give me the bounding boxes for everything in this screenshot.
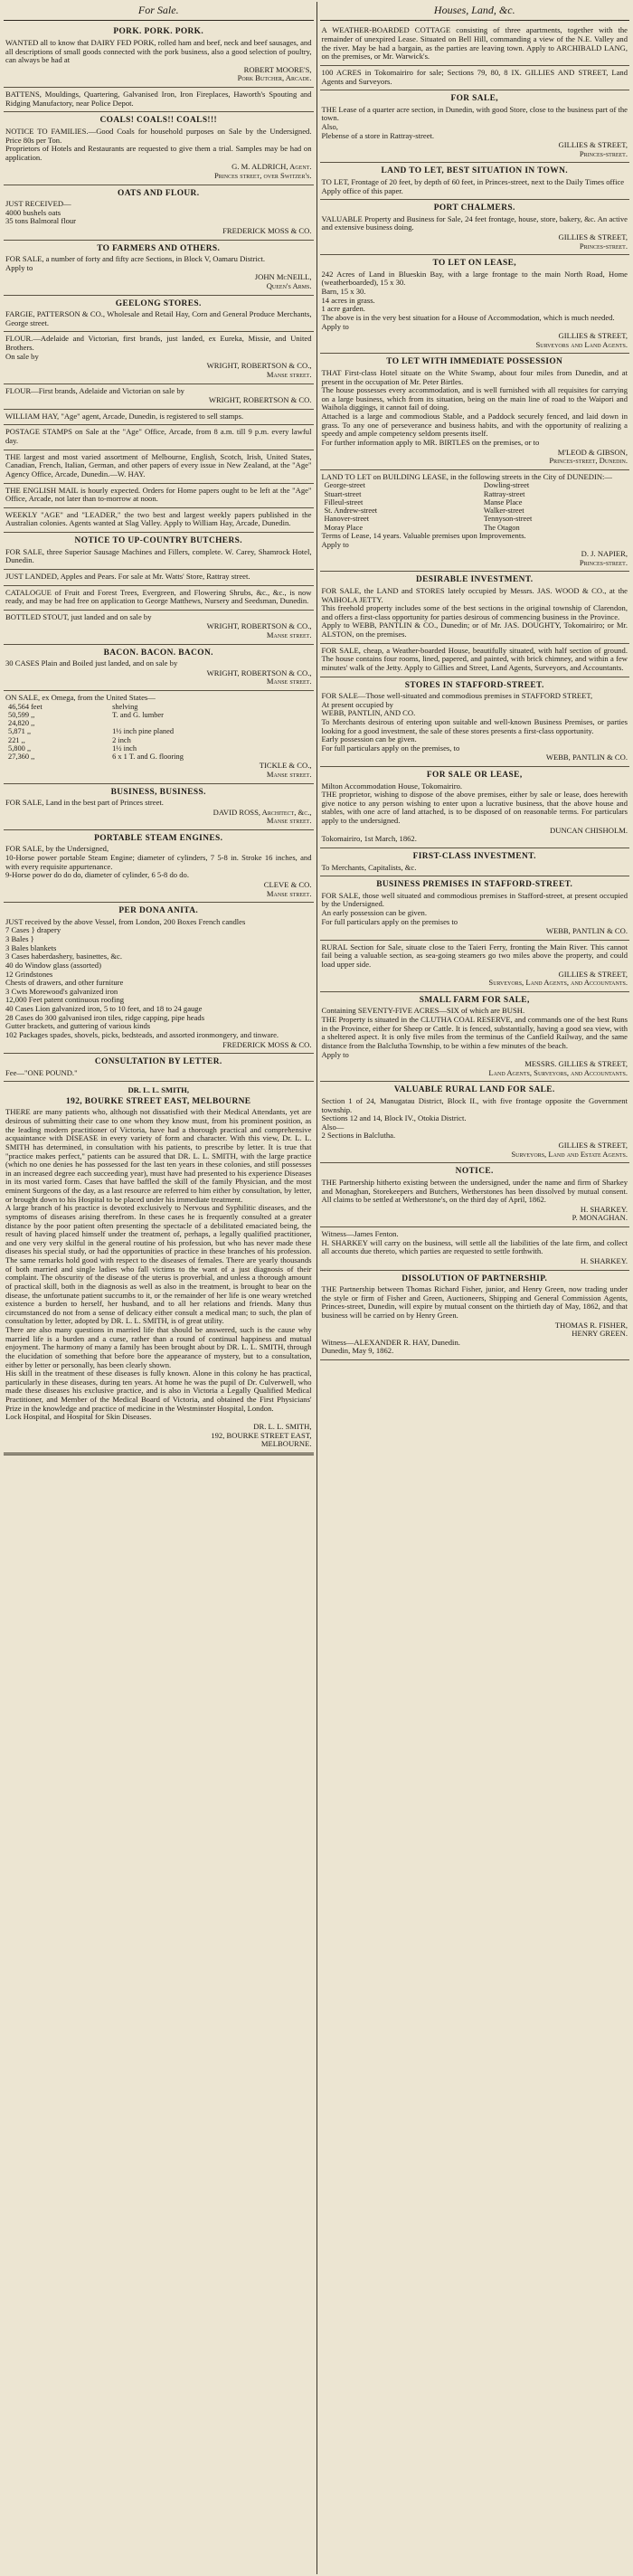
smith-sign: DR. L. L. SMITH, 192, BOURKE STREET EAST, MELBOURNE. <box>211 1421 312 1449</box>
table-row <box>5 719 312 727</box>
smith-name: DR. L. L. SMITH, <box>128 1085 190 1095</box>
ad-body: RURAL Section for Sale, situate close to the Taieri Ferry, fronting the Main River. This cannot fail being a valuable section, as sea-going steamers go two miles above the property, and could load upper side. <box>321 942 628 970</box>
dissolution-witness: Witness—ALEXANDER R. HAY, Dunedin. Dunedin, May 9, 1862. <box>321 1337 460 1356</box>
street-right: Rattray-street <box>483 489 525 498</box>
right-ads <box>320 24 630 1360</box>
ad-body: WILLIAM HAY, "Age" agent, Arcade, Dunedin, is registered to sell stamps. <box>5 411 244 421</box>
ad-heading: TO LET WITH IMMEDIATE POSSESSION <box>386 357 563 367</box>
ad-body: ON SALE, ex Omega, from the United States— <box>5 693 156 703</box>
ad-body: VALUABLE Property and Business for Sale, 24 feet frontage, house, store, bakery, &c. An active and extensive business doing. <box>321 213 628 232</box>
ad-body: FLOUR—First brands, Adelaide and Victorian on sale by <box>5 385 184 395</box>
ad-bottled-stout-just-16 <box>4 611 314 645</box>
ad-heading: PORK. PORK. PORK. <box>113 27 204 37</box>
ad-heading: OATS AND FLOUR. <box>118 188 200 198</box>
ad-heading: PORT CHALMERS. <box>433 204 515 213</box>
ad-signature: WEBB, PANTLIN & CO. <box>545 753 628 762</box>
houses-land-heading: Houses, Land, &c. <box>320 2 630 21</box>
ad-body: FOR SALE, three Superior Sausage Machines and Fillers, complete. W. Carey, Shamrock Hotel, Dunedin. <box>5 546 312 565</box>
ad-for-sale-cheap-9 <box>320 644 630 677</box>
table-cell: 5,871 ,, <box>8 727 32 736</box>
ad-postage-stamps-on-9 <box>4 425 314 450</box>
ad-body: FOR SALE, by the Undersigned, 10-Horse power portable Steam Engine; diameter of cylinders, 7 5-8 in. Stroke 16 inches, and with every requisite appurtenance. 9-Horse power do do do, diameter of cylinder, 6 5-8 do do. <box>5 844 312 880</box>
ad-body: FOR SALE—Those well-situated and commodious premises in STAFFORD STREET, At present occupied by WEBB, PANTLIN, AND CO. To Merchants desirous of entering upon suitable and well-known Business Premises, or parties looking for a good investment, the sale of these stores presents a first-class opportunity. Early possession can be given. For full particulars apply on the premises, to <box>321 691 628 753</box>
ad-signature: GILLIES & STREET, Surveyors, Land Agents, and Accountants. <box>488 969 628 988</box>
ad-body: TO LET, Frontage of 20 feet, by depth of 60 feet, in Princes-street, next to the Daily Times office Apply office of this paper. <box>321 177 625 195</box>
ad-signature: G. M. ALDRICH, Agent. Princes street, over Switzer's. <box>213 162 312 180</box>
ad-signature: DUNCAN CHISHOLM. <box>550 825 628 835</box>
ad-heading: FOR SALE, <box>450 94 499 104</box>
ad-per-dona-anita-21 <box>4 903 314 1054</box>
ad-signature: FREDERICK MOSS & CO. <box>222 226 312 236</box>
milton-date: Tokomairiro, 1st March, 1862. <box>321 834 417 844</box>
ad-consultation-by-letter-22 <box>4 1054 314 1082</box>
ad-signature: DAVID ROSS, Architect, &c., Manse street. <box>213 807 312 826</box>
table-cell: 50,599 ,, <box>8 710 35 719</box>
ad-signature: WRIGHT, ROBERTSON & CO. <box>208 395 312 405</box>
ad-body: BOTTLED STOUT, just landed and on sale by <box>5 611 152 621</box>
table-row <box>322 507 628 515</box>
streets-note: Terms of Lease, 14 years. Valuable premises upon Improvements. Apply to <box>321 530 526 549</box>
ad-land-to-let-7 <box>320 470 630 573</box>
ad-william-hay-age-8 <box>4 410 314 426</box>
table-row <box>322 498 628 507</box>
ad-body: WANTED all to know that DAIRY FED PORK, rolled ham and beef, neck and beef sausages, and all descriptions of small goods connected with the pork business, also a good selection of poultry, can always be had at <box>5 37 312 65</box>
table-cell: T. and G. lumber <box>112 710 164 719</box>
street-left: St. Andrew-street <box>324 507 378 516</box>
ad-body: FOR SALE, Land in the best part of Princes street. <box>5 798 164 808</box>
left-ads <box>4 24 314 1082</box>
ad-the-largest-and-10 <box>4 450 314 484</box>
consultation-ad <box>4 1082 314 1455</box>
ad-signature: JOHN McNEILL, Queen's Arms. <box>254 272 312 291</box>
table-cell: 27,360 ,, <box>8 753 35 762</box>
ad-notice-to-up-country-butchers-13 <box>4 533 314 570</box>
street-left: George-street <box>324 481 365 490</box>
ad-body: THE Partnership hitherto existing between the undersigned, under the name and firm of Sharkey and Monaghan, Storekeepers and Butchers, Wetherstones has been dissolved by mutual consent. All claims to be settled at Wetherstone's, on the third day of April, 1862. <box>321 1177 628 1205</box>
ad-signature: WRIGHT, ROBERTSON & CO., Manse street. <box>206 621 312 639</box>
ad-body: 30 CASES Plain and Boiled just landed, and on sale by <box>5 658 178 668</box>
omega-sign: TICKLE & CO., Manse street. <box>259 761 312 779</box>
street-right: Walker-street <box>483 507 524 516</box>
table-row <box>5 753 312 761</box>
ad-body: Fee—"ONE POUND." <box>5 1067 78 1077</box>
table-cell: 46,564 feet <box>8 702 43 711</box>
ad-signature: WRIGHT, ROBERTSON & CO., Manse street. <box>206 668 312 687</box>
ad-heading: PORTABLE STEAM ENGINES. <box>94 833 223 843</box>
ad-heading: PER DONA ANITA. <box>118 906 199 916</box>
left-column <box>4 2 314 2574</box>
ad-body: LAND TO LET on BUILDING LEASE, in the following streets in the City of DUNEDIN:— <box>321 471 613 481</box>
ad-small-farm-for-sale-15 <box>320 992 630 1083</box>
ad-catalogue-of-fruit-15 <box>4 586 314 611</box>
ad-signature: WEBB, PANTLIN & CO. <box>545 926 628 936</box>
ad-battens-mouldings-quartering-1 <box>4 88 314 112</box>
ad-body: FOR SALE, those well situated and commodious premises in Stafford-street, at present occupied by the Undersigned. An early possession can be given. For full particulars apply on the premises to <box>321 890 628 926</box>
ad-for-sale-2 <box>320 90 630 163</box>
column-rule <box>316 2 317 2574</box>
ad-body: To Merchants, Capitalists, &c. <box>321 862 417 872</box>
ad-for-sale-or-lease-11 <box>320 767 630 848</box>
ad-witness-james-fenton-h-sharkey-18 <box>320 1227 630 1271</box>
smith-address: 192, BOURKE STREET EAST, MELBOURNE <box>66 1096 251 1106</box>
table-row <box>5 711 312 719</box>
ad-body: Milton Accommodation House, Tokomairiro. THE proprietor, wishing to dispose of the above premises, either by sale or lease, does herewith give notice to any person wishing to enter upon a lucrative business, that the above house and stables, with one acre of land attached, is to be disposed of on reasonable terms. For particulars apply to the undersigned. <box>321 781 628 826</box>
table-cell: 221 ,, <box>8 735 25 744</box>
ad-body: JUST LANDED, Apples and Pears. For sale at Mr. Watts' Store, Rattray street. <box>5 571 250 581</box>
ad-port-chalmers-4 <box>320 200 630 255</box>
ad-heading: DESIRABLE INVESTMENT. <box>415 575 534 585</box>
ad-body: 100 ACRES in Tokomairiro for sale; Sections 79, 80, 8 IX. GILLIES AND STREET, Land Agents and Surveyors. <box>321 67 628 86</box>
ad-body: JUST received by the above Vessel, from London, 200 Boxes French candles 7 Cases } drapery 3 Bales } 3 Bales blankets 3 Cases haberdashery, basinettes, &c. 40 do Window glass (assorted) 12 Grindstones Chests of drawers, and other furniture 3 Cwts Morewood's galvanized iron 12,000 Feet patent continuous roofing 40 Cases Lion galvanized iron, 5 to 10 feet, and 18 to 24 gauge 28 Cases do 300 galvanised iron tiles, ridge capping, pipe heads Gutter brackets, and guttering of various kinds 102 Packages spades, shovels, picks, bedsteads, and assorted ironmongery, and tinware. <box>5 916 279 1039</box>
ad-body: NOTICE TO FAMILIES.—Good Coals for household purposes on Sale by the Undersigned. Price 80s per Ton. Proprietors of Hotels and Restaurants are requested to give them a trial. Samples may be had on application. <box>5 126 312 162</box>
ad-heading: BACON. BACON. BACON. <box>103 648 213 658</box>
ad-signature: WRIGHT, ROBERTSON & CO., Manse street. <box>206 361 312 379</box>
ad-body: Witness—James Fenton. H. SHARKEY will carry on the business, will settle all the liabilities of the late firm, and collect all accounts due thereto, which parties are requested to settle forthwith. <box>321 1229 628 1256</box>
for-sale-heading: For Sale. <box>4 2 314 21</box>
ad-heading: TO FARMERS AND OTHERS. <box>97 243 221 253</box>
ad-coals-coals-coals-2 <box>4 112 314 185</box>
ad-heading: NOTICE. <box>455 1167 494 1177</box>
ad-body: FOR SALE, a number of forty and fifty acre Sections, in Block V, Oamaru District. Apply to <box>5 254 266 272</box>
ad-body: FOR SALE, the LAND and STORES lately occupied by Messrs. JAS. WOOD & CO., at the WAIHOLA JETTY. This freehold property includes some of the best sections in the original township of Clarendon, and offers a first-class opportunity for parties desirous of commencing business in the Province. Apply to WEBB, PANTLIN & CO., Dunedin; or of Mr. JAS. DOUGHTY, Tokomairiro; or Mr. ALSTON, on the premises. <box>321 585 628 639</box>
ad-body: POSTAGE STAMPS on Sale at the "Age" Office, Arcade, from 8 a.m. till 9 p.m. every lawful day. <box>5 427 312 446</box>
ad-heading: NOTICE TO UP-COUNTRY BUTCHERS. <box>74 536 242 546</box>
table-row <box>322 490 628 498</box>
ad-heading: FOR SALE OR LEASE, <box>426 771 523 781</box>
ad-dissolution-of-partnership-19 <box>320 1271 630 1361</box>
ad-rural-section-for-14 <box>320 941 630 992</box>
ad-body: FOR SALE, cheap, a Weather-boarded House, beautifully situated, with half section of ground. The house contains four rooms, lined, papered, and painted, with brick chimney, and within a few minutes' walk of the Jetty. Apply to Gillies and Street, Land Agents, Surveyors, and Accountants. <box>321 645 628 672</box>
street-left: Hanover-street <box>324 515 370 524</box>
ad-body: Section 1 of 24, Manugatau District, Block II., with five frontage opposite the Government township. Sections 12 and 14, Block IV., Otokia District. Also— 2 Sections in Balclutha. <box>321 1095 628 1141</box>
ad-signature: GILLIES & STREET, Surveyors and Land Agents. <box>535 331 628 349</box>
ad-body: FLOUR.—Adelaide and Victorian, first brands, just landed, ex Eureka, Missie, and United Brothers. On sale by <box>5 334 312 361</box>
ad-body: BATTENS, Mouldings, Quartering, Galvanised Iron, Iron Fireplaces, Haworth's Spouting and Ridging Manufactory, near Police Depot. <box>5 90 312 108</box>
ad-a-weather-boarded-cottage-0 <box>320 24 630 66</box>
streets-table <box>322 481 628 531</box>
ad-heading: CONSULTATION BY LETTER. <box>94 1057 222 1067</box>
ad-to-let-on-lease-5 <box>320 255 630 354</box>
ad-flour-adelaide-and-victorian-6 <box>4 332 314 384</box>
table-cell: 1½ inch pine planed <box>112 727 175 736</box>
table-row <box>5 744 312 753</box>
street-right: Manse Place <box>483 497 523 507</box>
ad-business-premises-in-stafford-stre-13 <box>320 876 630 941</box>
ad-signature: H. SHARKEY. <box>580 1255 628 1265</box>
ad-notice-17 <box>320 1163 630 1227</box>
right-column <box>320 2 630 2574</box>
streets-sign: D. J. NAPIER, Princes-street. <box>579 549 628 567</box>
ad-signature: GILLIES & STREET, Princes-street. <box>558 140 628 158</box>
ad-body: THE Partnership between Thomas Richard Fisher, junior, and Henry Green, now trading under the style or firm of Fisher and Green, Auctioneers, Shipping and General Commission Agents, Princes-street, Dunedin, will expire by mutual consent on the thirtieth day of May, 1862, and that business will be carried on by Henry Green. <box>321 1284 628 1320</box>
ad-business-business-19 <box>4 784 314 830</box>
table-row <box>5 727 312 735</box>
ad-body: A WEATHER-BOARDED COTTAGE consisting of three apartments, together with the remainder of unexpired Lease. Situated on Bell Hill, commanding a view of the N.E. Valley and the river. May be had a bargain, as the parties are leaving town. Apply to ARCHIBALD LANG, on the premises, or Mr. Warwick's. <box>321 25 628 62</box>
ad-body: THE largest and most varied assortment of Melbourne, English, Scotch, Irish, United States, Canadian, French, Italian, German, and other papers of every issue in New Zealand, at the "Age" Agency Office, Arcade, Dunedin.—W. HAY. <box>5 451 312 478</box>
table-cell: 2 inch <box>112 735 131 744</box>
table-cell: 5,800 ,, <box>8 743 32 753</box>
ad-portable-steam-engines-20 <box>4 830 314 903</box>
ad-weekly-age-and-12 <box>4 508 314 533</box>
ad-desirable-investment-8 <box>320 572 630 643</box>
ad-heading: FIRST-CLASS INVESTMENT. <box>412 851 536 861</box>
ad-signature: GILLIES & STREET, Princes-street. <box>558 232 628 251</box>
ad-on-sale-ex-18 <box>4 691 314 784</box>
ad-body: Containing SEVENTY-FIVE ACRES—SIX of which are BUSH. THE Property is situated in the CLUTHA COAL RESERVE, and commands one of the best Runs in the Province, either for Sheep or Cattle. It is fenced, substantially, having a good sea view, with a sheltered aspect. It is only five miles from the terminus of the Canfield Railway, and the same distance from the Balclutha Township, to be within a few minutes of the beach. Apply to <box>321 1006 628 1059</box>
table-cell: 1½ inch <box>112 743 137 753</box>
table-row <box>5 736 312 744</box>
ad-heading: COALS! COALS!! COALS!!! <box>99 116 218 126</box>
ad-body: 242 Acres of Land in Blueskin Bay, with a large frontage to the main North Road, Home (weatherboarded), 15 x 30. Barn, 15 x 30. 14 acres in grass. 1 acre garden. The above is in the very best situation for a House of Accommodation, which is much needed. Apply to <box>321 269 628 331</box>
ad-signature: MESSRS. GILLIES & STREET, Land Agents, Surveyors, and Accountants. <box>488 1059 628 1077</box>
table-row <box>322 515 628 523</box>
ad-signature: FREDERICK MOSS & CO. <box>222 1039 312 1049</box>
street-left: Filleul-street <box>324 497 364 507</box>
ad-signature: THOMAS R. FISHER, HENRY GREEN. <box>554 1320 628 1339</box>
ad-oats-and-flour-3 <box>4 185 314 241</box>
ad-to-let-with-immediate-possession-6 <box>320 354 630 469</box>
table-cell: 6 x 1 T. and G. flooring <box>112 753 184 762</box>
ad-body: CATALOGUE of Fruit and Forest Trees, Evergreen, and Flowering Shrubs, &c., &c., is now ready, and may be had free on application to George Matthews, Nursery and Seedsman, Dunedin. <box>5 587 312 606</box>
omega-lumber-table <box>5 703 312 762</box>
ad-land-to-let-best-situation-in-town-3 <box>320 163 630 200</box>
ad-to-farmers-and-others-4 <box>4 241 314 296</box>
ad-signature: ROBERT MOORE'S, Pork Butcher, Arcade. <box>237 64 312 83</box>
ad-signature: GILLIES & STREET, Surveyors, Land and Estate Agents. <box>511 1141 628 1159</box>
ad-body: WEEKLY "AGE" and "LEADER," the two best and largest weekly papers published in the Australian colonies. Agents wanted at Slag Valley. Apply to William Hay, Arcade, Dunedin. <box>5 509 312 528</box>
ad-heading: DISSOLUTION OF PARTNERSHIP. <box>402 1274 548 1283</box>
ad-heading: TO LET ON LEASE, <box>432 259 517 269</box>
ad-flour-first-brands-adelaide-7 <box>4 384 314 410</box>
ad-just-landed-apples-14 <box>4 570 314 586</box>
table-cell: shelving <box>112 702 138 711</box>
table-cell: 24,820 ,, <box>8 719 35 728</box>
ad-signature: CLEVE & CO. Manse street. <box>263 879 312 898</box>
street-right: Dowling-street <box>483 481 530 490</box>
smith-body: THERE are many patients who, although not dissatisfied with their Medical Attendants, yet are desirous of submitting their case to one whom they know must, from his prominent position, as the leading modern practitioner of Victoria, have had a thorough practical and comprehensive acquaintance with DISEASE in every variety of form and character. With this view, Dr. L. L. SMITH has determined, in consultation with his patients, to prescribe by letter. It is true that "practice makes perfect," patients can be assured that DR. L. L. SMITH, with the large practice (which no one denies he has possessed for the last ten years in these colonies, and still possesses in an increased degree each succeeding year), must have had presented to his experience Diseases in its most varied form. Cases that have baffled the skill of the family Physician, and the most eminent Surgeons of the day, as a last resource are referred to him either by consultation, by letter, or brought down to his Hospital to be placed under his immediate treatment. A large branch of his practice is devoted exclusively to Nervous and Syphilitic diseases, and the symptoms of diseases arising therefrom. In these cases he is frequently consulted at a greater distance by the poor patient often presenting the spectacle of a debilitated emaciated being, the result of having placed himself under the treatment of, perhaps, a legally qualified practitioner, and one very very skilful in the general routine of his profession, but who has never made these diseases his special study, or had the opportunities of practice in these branches of his profession. The same remarks hold good with respect to the diseases of females. There are yearly thousands of both married and single ladies who fall victims to the want of a just diagnosis of their complaint. The obscurity of the disease of the uterus is proverbial, and unless a thorough amount of practical skill, both in the diagnosis as well as also in the treatment, is brought to bear on the disease, the unfortunate patient succumbs to it, or the remainder of her life is one weary wretched existence a burden to herself, her husband, and to all her relations and friends. Many thus circumstanced do not from a sense of delicacy either consult a medical man; to such, the plan of consultation by letter, adopted by DR. L. L. SMITH, is of great utility. There are also many questions in married life that should be answered, such is the cause why married life is a burden and a curse, rather than a round of continual happiness and mutual enjoyment. The harmony of many a family has been brought about by DR. L. L. SMITH, through the elucidation of something that before bore the appearance of mystery, but to a consultation, either by letter or personally, has been clearly shown. His skill in the treatment of these diseases is fully known. Alone in this colony he has practical, particularly in these diseases, during ten years. At home he was the pupil of Dr. Culverwell, who made these diseases his exclusive practice, and is also in Victoria a Legally Qualified Medical Practitioner, and Member of the Medical Board of Victoria, and obtained the First Physicians' Prize in the knowledge and practice of medicine in the Westminster Hospital, London. Lock Hospital, and Hospital for Skin Diseases. <box>5 1107 312 1422</box>
ad-body: THE Lease of a quarter acre section, in Dunedin, with good Store, close to the business part of the town. Also, Plebense of a store in Rattray-street. <box>321 104 628 140</box>
street-left: Moray Place <box>324 523 364 532</box>
ad-signature: M'LEOD & GIBSON, Princes-street, Dunedin. <box>549 447 628 466</box>
ad-stores-in-stafford-street-10 <box>320 677 630 768</box>
ad-body: FARGIE, PATTERSON & CO., Wholesale and Retail Hay, Corn and General Produce Merchants, George street. <box>5 309 312 327</box>
ad-body: JUST RECEIVED— 4000 bushels oats 35 tons Balmoral flour <box>5 199 77 226</box>
ad-bacon-bacon-bacon-17 <box>4 645 314 691</box>
ad-valuable-rural-land-for-sale-16 <box>320 1082 630 1163</box>
table-row <box>322 481 628 489</box>
street-right: Tennyson-street <box>483 515 533 524</box>
ad-100-acres-in-1 <box>320 66 630 90</box>
ad-heading: GEELONG STORES. <box>115 298 202 308</box>
ad-heading: BUSINESS PREMISES IN STAFFORD-STREET. <box>376 880 573 890</box>
ad-pork-pork-pork-0 <box>4 24 314 88</box>
street-right: The Otagon <box>483 523 520 532</box>
ad-the-english-mail-11 <box>4 484 314 508</box>
ad-body: THAT First-class Hotel situate on the White Swamp, about four miles from Dunedin, and at present in the occupation of Mr. Peter Birtles. The house possesses every accommodation, and is well furnished with all requisites for carrying on a large business, which from its situation, being on the main line of road to the Waipori and Waihola diggings, it cannot fail of doing. Attached is a large and commodious Stable, and a Paddock securely fenced, and laid down in grass. To any one of perseverance and business habits, and with the opportunity of realizing a speedy and ample competency seldom presents itself. For further information apply to MR. BIRTLES on the premises, or to <box>321 367 628 447</box>
ad-geelong-stores-5 <box>4 296 314 333</box>
table-row <box>5 703 312 711</box>
ad-heading: VALUABLE RURAL LAND FOR SALE. <box>393 1085 555 1095</box>
ad-heading: STORES IN STAFFORD-STREET. <box>404 680 544 690</box>
street-left: Stuart-street <box>324 489 362 498</box>
ad-heading: BUSINESS, BUSINESS. <box>110 787 206 797</box>
ad-body: THE ENGLISH MAIL is hourly expected. Orders for Home papers ought to be left at the "Age" Office, Arcade, not later than to-morrow at noon. <box>5 485 312 504</box>
ad-signature: H. SHARKEY. P. MONAGHAN. <box>572 1204 628 1223</box>
table-cell <box>109 719 311 727</box>
ad-heading: LAND TO LET, BEST SITUATION IN TOWN. <box>381 166 568 176</box>
ad-heading: SMALL FARM FOR SALE, <box>419 995 530 1005</box>
ad-first-class-investment-12 <box>320 848 630 876</box>
